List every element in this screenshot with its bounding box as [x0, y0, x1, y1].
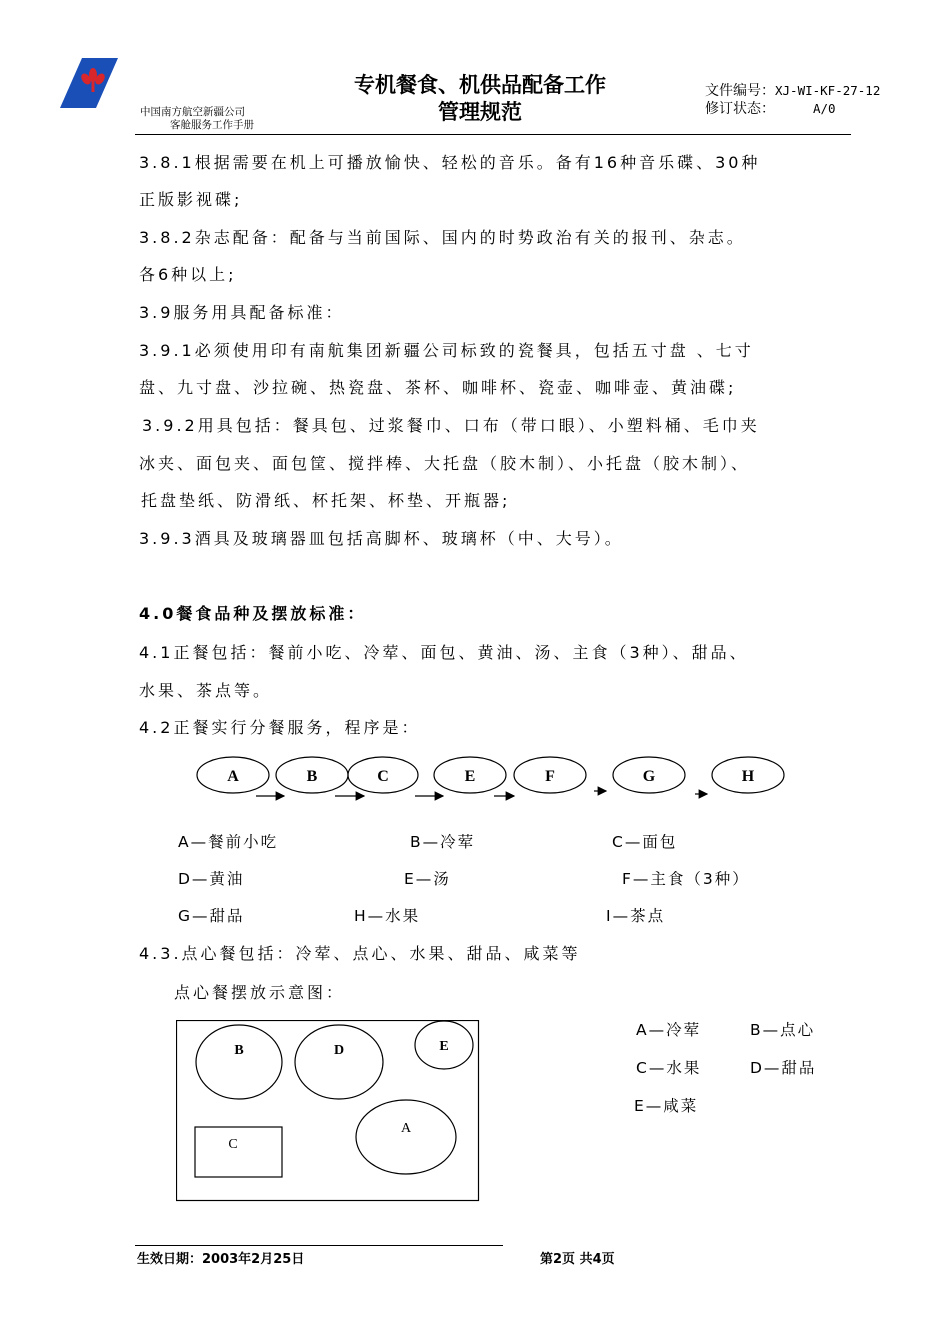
legend2-a: A—冷荤	[636, 1021, 702, 1039]
title-line-2: 管理规范	[438, 100, 522, 124]
para-3-8-1-cont: 正版影视碟;	[139, 190, 243, 209]
tray-outline	[177, 1021, 479, 1201]
para-3-8-2: 3.8.2杂志配备：配备与当前国际、国内的时势政治有关的报刊、杂志。	[139, 228, 746, 247]
legend-g: G—甜品	[178, 907, 245, 925]
para-4-3: 4.3.点心餐包括：冷荤、点心、水果、甜品、咸菜等	[139, 944, 581, 963]
flow-node-b	[276, 757, 348, 793]
para-3-9-2-cont2: 托盘垫纸、防滑纸、杯托架、杯垫、开瓶器;	[141, 491, 511, 510]
legend-e: E—汤	[404, 870, 451, 888]
page-title	[320, 72, 640, 126]
service-flow-diagram	[190, 754, 800, 806]
flow-label-a: A	[227, 768, 239, 785]
legend-b: B—冷荤	[410, 833, 476, 851]
legend-i: I—茶点	[606, 907, 666, 925]
document-info	[705, 82, 880, 118]
tray-label-d: D	[333, 1043, 345, 1058]
legend2-e: E—咸菜	[634, 1097, 699, 1115]
flow-node-a	[197, 757, 269, 793]
legend-c: C—面包	[612, 833, 678, 851]
para-3-9: 3.9服务用具配备标准：	[139, 303, 345, 322]
para-4-2: 4.2正餐实行分餐服务，程序是：	[139, 718, 421, 737]
para-3-8-1: 3.8.1根据需要在机上可播放愉快、轻松的音乐。备有16种音乐碟、30种	[139, 153, 761, 172]
company-line-2: 客舱服务工作手册	[170, 119, 254, 131]
legend2-d: D—甜品	[750, 1059, 817, 1077]
revision-label: 修订状态：	[705, 101, 775, 117]
company-logo	[60, 58, 118, 108]
tray-label-a: A	[400, 1121, 412, 1136]
flow-node-c	[348, 757, 418, 793]
para-3-9-1-cont: 盘、九寸盘、沙拉碗、热瓷盘、茶杯、咖啡杯、瓷壶、咖啡壶、黄油碟;	[139, 378, 737, 397]
flow-label-g: G	[642, 768, 656, 785]
flow-node-e	[434, 757, 506, 793]
revision-value: A/0	[813, 101, 836, 116]
flow-label-b: B	[306, 768, 318, 785]
tray-item-d	[295, 1025, 383, 1099]
flow-node-g	[613, 757, 685, 793]
company-line-1: 中国南方航空新疆公司	[140, 106, 245, 118]
flow-label-f: F	[545, 768, 555, 785]
snack-layout-caption: 点心餐摆放示意图：	[174, 983, 346, 1002]
footer-divider	[135, 1245, 503, 1246]
flow-label-c: C	[377, 768, 389, 785]
para-4-1-cont: 水果、茶点等。	[139, 681, 273, 700]
legend2-b: B—点心	[750, 1021, 816, 1039]
title-line-1: 专机餐食、机供品配备工作	[354, 73, 606, 97]
doc-number-label: 文件编号：	[705, 83, 775, 99]
company-name	[140, 106, 254, 132]
legend-d: D—黄油	[178, 870, 245, 888]
snack-tray-diagram	[176, 1020, 482, 1202]
legend-a: A—餐前小吃	[178, 833, 279, 851]
section-heading-4-0: 4.0餐食品种及摆放标准：	[139, 604, 367, 623]
flow-label-h: H	[741, 768, 755, 785]
tray-item-c	[195, 1127, 282, 1177]
tray-item-a	[356, 1100, 456, 1174]
flow-node-h	[712, 757, 784, 793]
tray-item-e	[415, 1021, 473, 1069]
tray-label-c: C	[228, 1137, 238, 1152]
para-3-9-3: 3.9.3酒具及玻璃器皿包括高脚杯、玻璃杯（中、大号）。	[139, 529, 624, 548]
flow-label-e: E	[464, 768, 476, 785]
page-number: 第2页 共4页	[540, 1252, 615, 1267]
para-3-9-1: 3.9.1必须使用印有南航集团新疆公司标致的瓷餐具，包括五寸盘 、七寸	[139, 341, 754, 360]
header-divider	[135, 134, 851, 135]
legend2-c: C—水果	[636, 1059, 702, 1077]
tray-item-b	[196, 1025, 282, 1099]
tray-label-e: E	[439, 1039, 449, 1054]
para-3-8-2-cont: 各6种以上;	[139, 265, 237, 284]
para-4-1: 4.1正餐包括：餐前小吃、冷荤、面包、黄油、汤、主食（3种）、甜品、	[139, 643, 749, 662]
legend-f: F—主食（3种）	[622, 870, 750, 888]
tray-label-b: B	[234, 1043, 244, 1058]
effective-date: 生效日期：2003年2月25日	[137, 1252, 305, 1267]
para-3-9-2-cont1: 冰夹、面包夹、面包筐、搅拌棒、大托盘（胶木制）、小托盘（胶木制）、	[139, 454, 751, 473]
para-3-9-2: 3.9.2用具包括：餐具包、过浆餐巾、口布（带口眼）、小塑料桶、毛巾夹	[142, 416, 760, 435]
flow-node-f	[514, 757, 586, 793]
doc-number-value: XJ-WI-KF-27-12	[775, 83, 881, 98]
legend-h: H—水果	[354, 907, 421, 925]
